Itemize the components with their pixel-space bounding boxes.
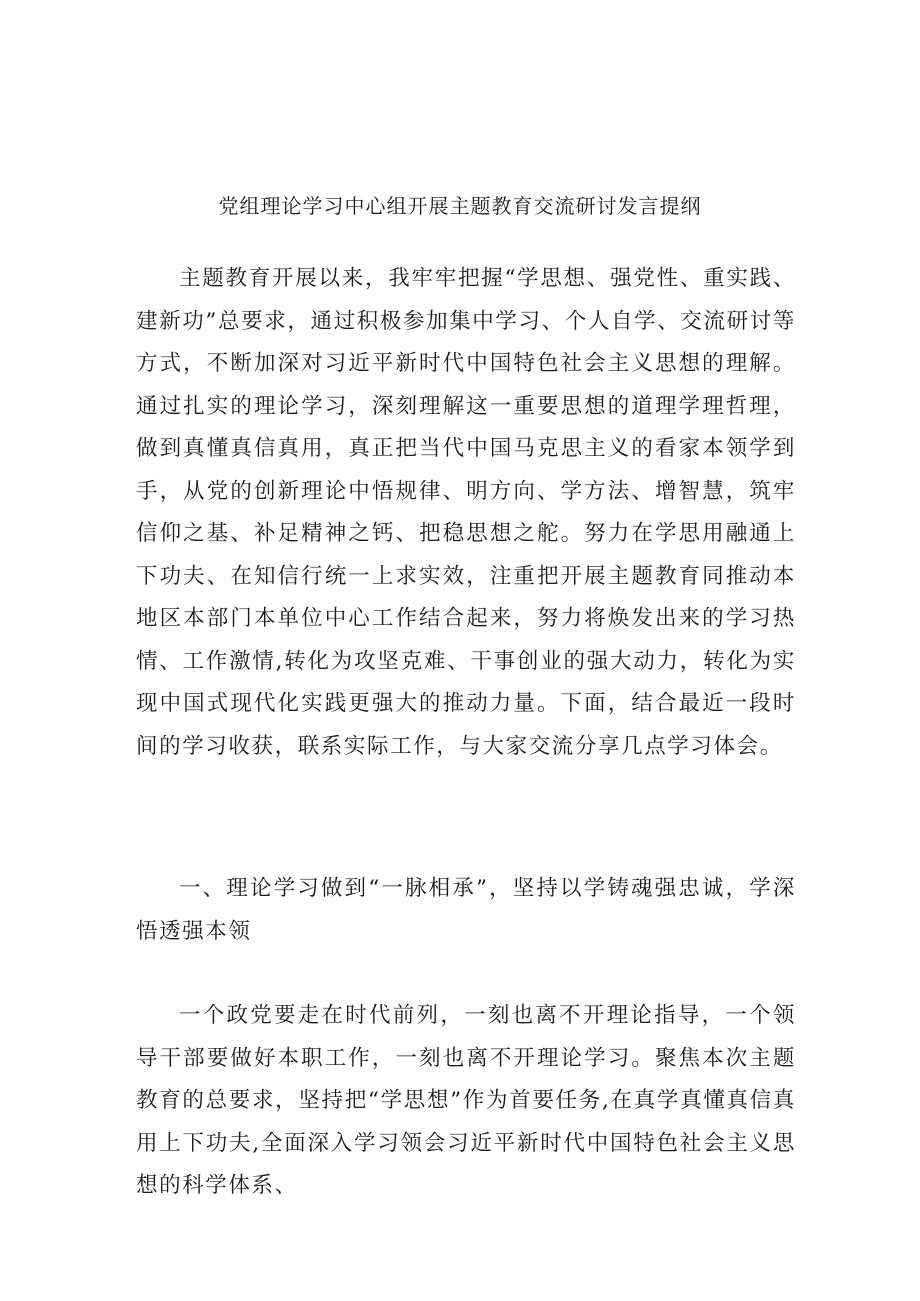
intro-paragraph: 主题教育开展以来，我牢牢把握“学思想、强党性、重实践、建新功”总要求，通过积极参加集中学习、个人自学、交流研讨等方式，不断加深对习近平新时代中国特色社会主义思想的理解。通过扎实的理论学习，深刻理解这一重要思想的道理学理哲理，做到真懂真信真用，真正把当代中国马克思主义的看家本领学到手，从党的创新理论中悟规律、明方向、学方法、增智慧，筑牢信仰之基、补足精神之钙、把稳思想之舵。努力在学思用融通上下功夫、在知信行统一上求实效，注重把开展主题教育同推动本地区本部门本单位中心工作结合起来，努力将焕发出来的学习热情、工作激情,转化为攻坚克难、干事创业的强大动力，转化为实现中国式现代化实践更强大的推动力量。下面，结合最近一段时间的学习收获，联系实际工作，与大家交流分享几点学习体会。 — [136, 266, 796, 759]
section-heading: 一、理论学习做到“一脉相承”，坚持以学铸魂强忠诚，学深悟透强本领 — [136, 876, 796, 944]
document-title: 党组理论学习中心组开展主题教育交流研讨发言提纲 — [218, 194, 702, 218]
section-paragraph: 一个政党要走在时代前列，一刻也离不开理论指导，一个领导干部要做好本职工作，一刻也离不开理论学习。聚焦本次主题教育的总要求，坚持把“学思想”作为首要任务,在真学真懂真信真用上下功夫,全面深入学习领会习近平新时代中国特色社会主义思想的科学体系、 — [136, 1003, 796, 1198]
